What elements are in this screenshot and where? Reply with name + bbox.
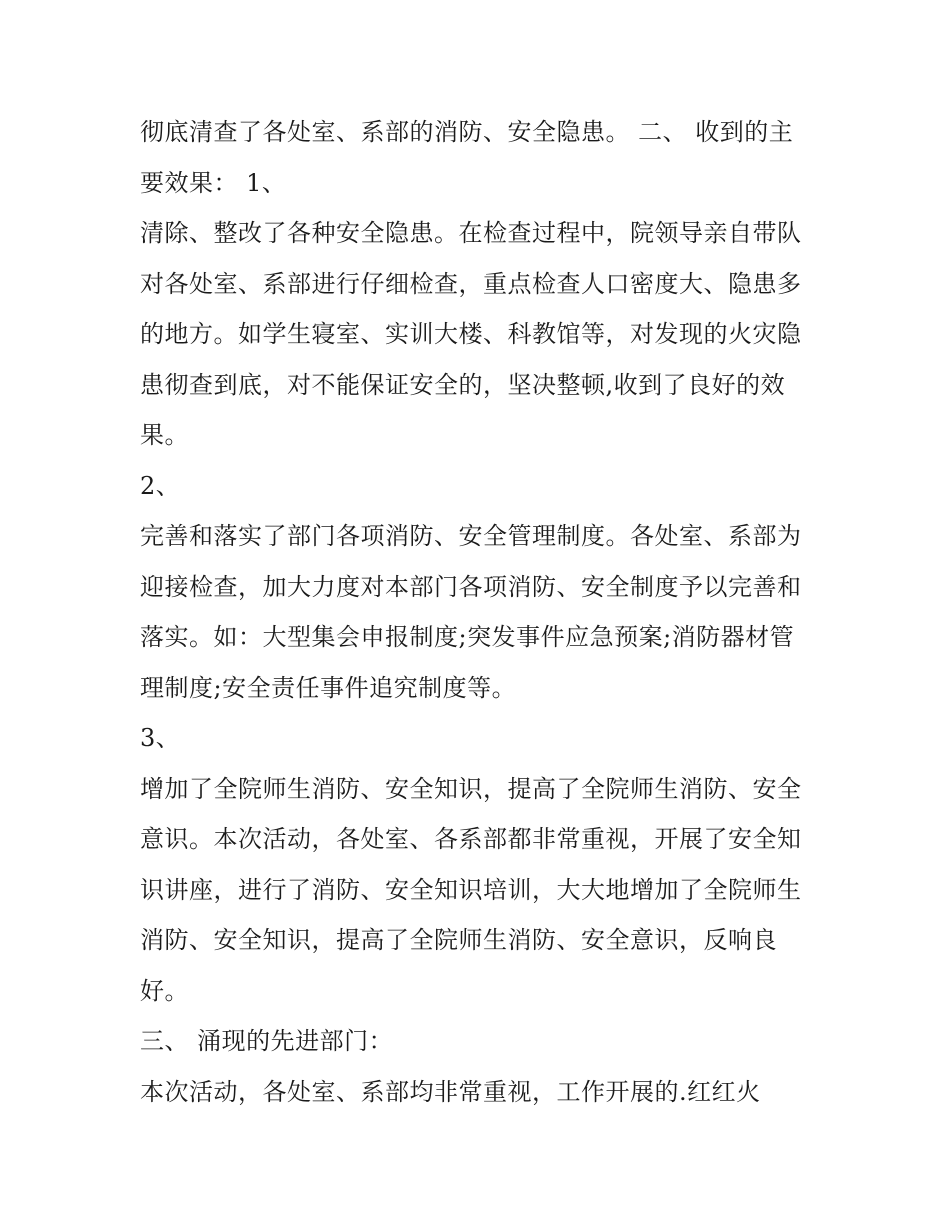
- item-number-3: 3、: [140, 724, 181, 752]
- paragraph-advanced-departments: 本次活动，各处室、系部均非常重视，工作开展的.红红火: [140, 1077, 761, 1106]
- paragraph-effect-2: 完善和落实了部门各项消防、安全管理制度。各处室、系部为迎接检查，加大力度对本部门各项消防、安全制度予以完善和落实。如：大型集会申报制度;突发事件应急预案;消防器材管理制度;安全责任事件追究制度等。: [140, 522, 802, 702]
- paragraph-effect-1: 清除、整改了各种安全隐患。在检查过程中，院领导亲自带队对各处室、系部进行仔细检查，重点检查人口密度大、隐患多的地方。如学生寝室、实训大楼、科教馆等，对发现的火灾隐患彻查到底，对不能保证安全的，坚决整顿,收到了良好的效果。: [140, 219, 802, 449]
- paragraph-intro: 彻底清查了各处室、系部的消防、安全隐患。 二、 收到的主要效果： 1、: [140, 118, 794, 197]
- document-body: [140, 107, 816, 1117]
- item-number-2: 2、: [140, 471, 181, 500]
- section-heading-3: 三、 涌现的先进部门：: [140, 1027, 394, 1055]
- paragraph-effect-3: 增加了全院师生消防、安全知识，提高了全院师生消防、安全意识。本次活动，各处室、各系部都非常重视，开展了安全知识讲座，进行了消防、安全知识培训，大大地增加了全院师生消防、安全知识，提高了全院师生消防、安全意识，反响良好。: [140, 774, 802, 1005]
